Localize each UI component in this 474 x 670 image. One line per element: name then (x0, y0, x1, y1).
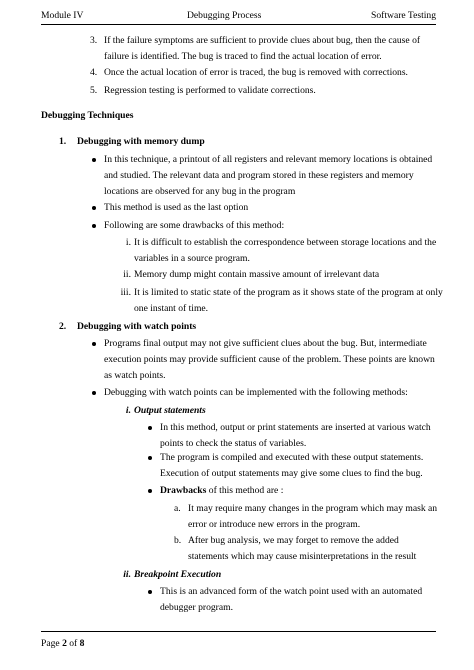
method-title: Breakpoint Execution (134, 569, 222, 580)
section-heading: Debugging Techniques (41, 110, 134, 121)
drawback-line: It may require many changes in the program which may mask an (188, 503, 438, 514)
bullet-line: This is an advanced form of the watch point used with an automated (160, 586, 423, 597)
method-title: Output statements (134, 405, 206, 416)
bullet-line: Execution of output statements may give some clues to find the bug. (160, 468, 423, 479)
drawback-line: one instant of time. (134, 303, 209, 314)
list-item-line: Once the actual location of error is traced, the bug is removed with corrections. (104, 67, 408, 78)
bullet-line: Following are some drawbacks of this method: (104, 220, 285, 231)
bullet-line: locations are observed for any bug in the program (104, 186, 296, 197)
method-number: i. (125, 405, 131, 416)
list-number: 4. (90, 67, 98, 78)
drawback-number: i. (125, 237, 131, 248)
bullet-line: and studied. The relevant data and program stored in these registers and memory (104, 170, 414, 181)
bullet-line: points to check the status of variables. (160, 438, 307, 449)
drawback-line: It is difficult to establish the correspondence between storage locations and the (134, 237, 437, 248)
header-module: Module IV (41, 10, 84, 21)
bullet-line: execution points may provide sufficient cause of the problem. These points are known (104, 354, 435, 365)
list-item-line: failure is identified. The bug is traced to find the actual location of error. (104, 51, 382, 62)
page-header (41, 8, 436, 22)
drawback-letter: a. (174, 503, 181, 514)
header-divider (41, 24, 436, 25)
bullet-line: The program is compiled and executed with these output statements. (160, 452, 424, 463)
technique-title: Debugging with memory dump (77, 136, 205, 147)
bullet-icon (148, 590, 152, 594)
drawback-line: It is limited to static state of the program as it shows state of the program at only (134, 287, 443, 298)
list-item-line: If the failure symptoms are sufficient to provide clues about bug, then the cause of (104, 35, 421, 46)
page-number: Page 2 of 8 (41, 638, 85, 649)
bullet-line: In this technique, a printout of all registers and relevant memory locations is obtained (104, 154, 433, 165)
drawback-line: error or introduce new errors in the program. (188, 519, 361, 530)
header-title: Debugging Process (187, 10, 262, 21)
drawback-line: After bug analysis, we may forget to remove the added (188, 535, 399, 546)
technique-title: Debugging with watch points (77, 321, 197, 332)
drawbacks-intro: Drawbacks of this method are : (160, 485, 284, 496)
bullet-icon (92, 206, 96, 210)
technique-number: 1. (59, 136, 67, 147)
bullet-line: Debugging with watch points can be implemented with the following methods: (104, 387, 408, 398)
drawback-line: variables in a source program. (134, 253, 250, 264)
bullet-line: as watch points. (104, 370, 166, 381)
bullet-icon (148, 489, 152, 493)
bullet-line: Programs final output may not give sufficient clues about the bug. But, intermediate (104, 338, 427, 349)
footer-divider (41, 631, 436, 632)
drawback-number: iii. (120, 287, 131, 298)
drawback-line: statements which may cause misinterpretations in the result (188, 551, 417, 562)
bullet-icon (92, 158, 96, 162)
bullet-icon (148, 426, 152, 430)
drawback-line: Memory dump might contain massive amount of irrelevant data (134, 269, 380, 280)
drawback-number: ii. (123, 269, 131, 280)
method-number: ii. (123, 569, 131, 580)
technique-number: 2. (59, 321, 67, 332)
bullet-icon (92, 342, 96, 346)
list-item-line: Regression testing is performed to validate corrections. (104, 85, 316, 96)
bullet-line: debugger program. (160, 602, 233, 613)
list-number: 3. (90, 35, 98, 46)
bullet-icon (148, 456, 152, 460)
bullet-icon (92, 391, 96, 395)
bullet-line: This method is used as the last option (104, 202, 249, 213)
list-number: 5. (90, 85, 98, 96)
bullet-icon (92, 224, 96, 228)
header-subject: Software Testing (371, 10, 436, 21)
drawback-letter: b. (174, 535, 182, 546)
bullet-line: In this method, output or print statements are inserted at various watch (160, 422, 431, 433)
